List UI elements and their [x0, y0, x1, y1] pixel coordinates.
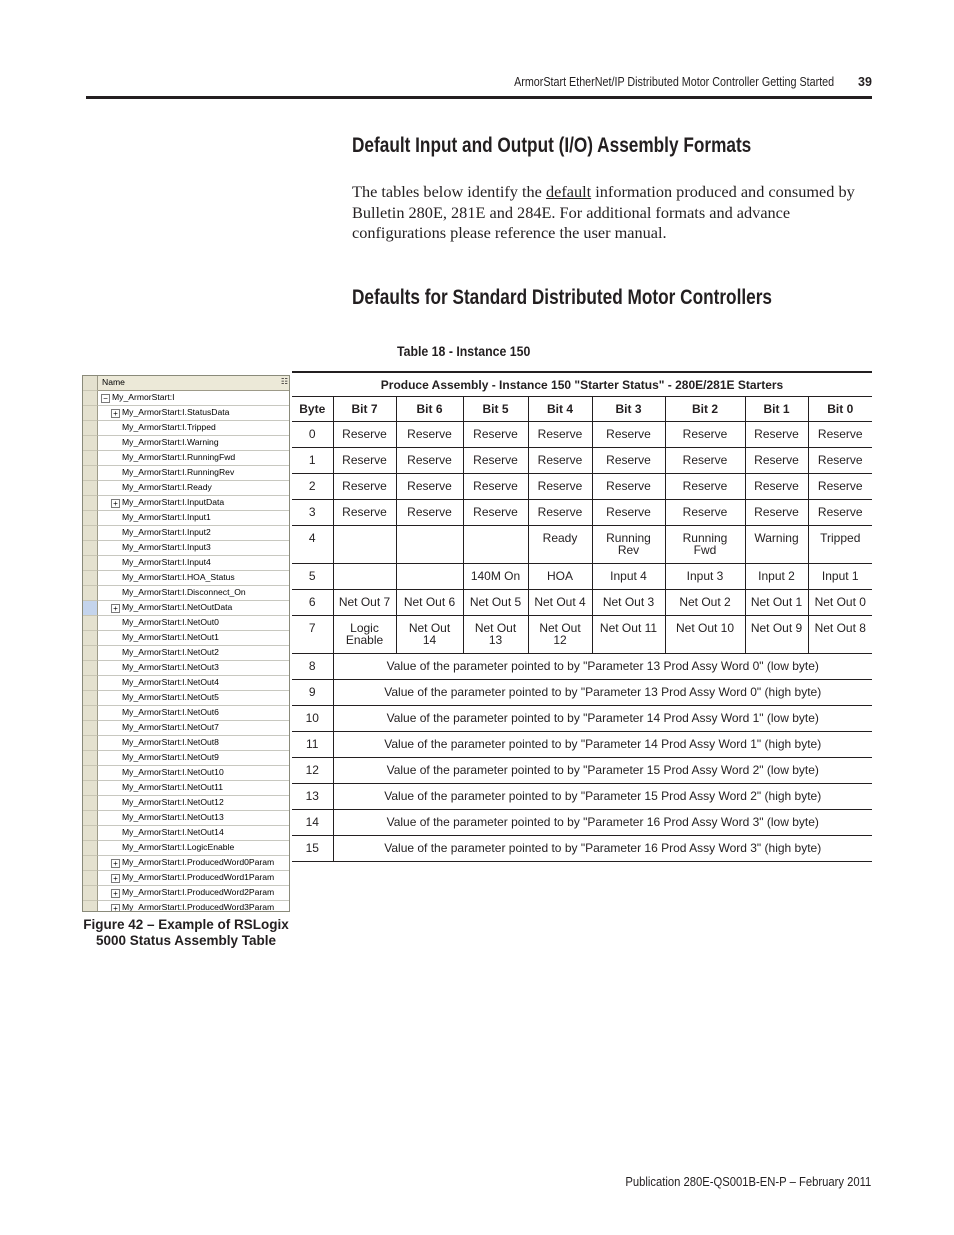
- bit-cell: Net Out 3: [592, 590, 665, 616]
- tree-row-gutter: [83, 886, 98, 901]
- tree-row-gutter: [83, 391, 98, 406]
- column-header: Bit 2: [665, 397, 745, 422]
- figure-caption-line1: Figure 42 – Example of RSLogix: [83, 917, 289, 932]
- tree-row-label: My_ArmorStart:I.Input1: [122, 512, 211, 522]
- page-number: 39: [858, 75, 872, 89]
- bit-cell: Reserve: [396, 474, 463, 500]
- value-description-cell: Value of the parameter pointed to by "Parameter 16 Prod Assy Word 3" (high byte): [333, 836, 872, 862]
- expand-icon[interactable]: +: [111, 604, 120, 613]
- byte-cell: 9: [292, 680, 333, 706]
- byte-cell: 14: [292, 810, 333, 836]
- tree-row-label: My_ArmorStart:I.RunningRev: [122, 467, 235, 477]
- tree-row-cell: [98, 856, 290, 871]
- column-header: Bit 7: [333, 397, 396, 422]
- bit-cell: Net Out 9: [745, 616, 808, 654]
- tree-row-label: My_ArmorStart:I.Input4: [122, 557, 211, 567]
- tree-row-cell: [98, 631, 290, 646]
- tree-row-label: My_ArmorStart:I.Tripped: [122, 422, 216, 432]
- bit-cell: [463, 526, 528, 564]
- bit-cell: Running Fwd: [665, 526, 745, 564]
- tree-row-cell: [98, 556, 290, 571]
- tree-row[interactable]: [83, 406, 290, 421]
- table-row: [292, 448, 872, 474]
- bit-cell: Reserve: [745, 448, 808, 474]
- tree-row-label: My_ArmorStart:I.ProducedWord0Param: [122, 857, 275, 867]
- tree-row-cell: [98, 526, 290, 541]
- tree-row-gutter: [83, 526, 98, 541]
- bit-cell: Reserve: [665, 422, 745, 448]
- bit-cell: Input 3: [665, 564, 745, 590]
- tree-row-label: My_ArmorStart:I.NetOut5: [122, 692, 219, 702]
- bit-cell: Warning: [745, 526, 808, 564]
- bit-cell: Net Out 12: [528, 616, 592, 654]
- tree-row-gutter: [83, 601, 98, 616]
- table-caption: Table 18 - Instance 150: [397, 343, 531, 359]
- bit-cell: Running Rev: [592, 526, 665, 564]
- column-header: Bit 0: [808, 397, 872, 422]
- tree-header-gutter: [83, 376, 98, 391]
- byte-cell: 10: [292, 706, 333, 732]
- byte-cell: 4: [292, 526, 333, 564]
- tree-row[interactable]: [83, 556, 290, 571]
- tree-row-gutter: [83, 586, 98, 601]
- tree-row-cell: [98, 391, 290, 406]
- tree-row-cell: [98, 796, 290, 811]
- tree-row[interactable]: [83, 496, 290, 511]
- expand-icon[interactable]: +: [111, 499, 120, 508]
- bit-cell: Reserve: [333, 422, 396, 448]
- column-header: Byte: [292, 397, 333, 422]
- bit-cell: Input 4: [592, 564, 665, 590]
- byte-cell: 15: [292, 836, 333, 862]
- tree-header-name: Name: [102, 377, 125, 387]
- tree-row-cell: [98, 466, 290, 481]
- expand-icon[interactable]: +: [111, 874, 120, 883]
- bit-cell: Reserve: [463, 422, 528, 448]
- tree-row-cell: [98, 616, 290, 631]
- bit-cell: Reserve: [592, 500, 665, 526]
- column-header: Bit 5: [463, 397, 528, 422]
- tree-row-label: My_ArmorStart:I.NetOut2: [122, 647, 219, 657]
- tree-row-gutter: [83, 466, 98, 481]
- tree-row-label: My_ArmorStart:I.RunningFwd: [122, 452, 236, 462]
- tree-row-gutter: [83, 481, 98, 496]
- bit-cell: Net Out 2: [665, 590, 745, 616]
- tree-row[interactable]: [83, 691, 290, 706]
- table-row: [292, 706, 872, 732]
- table-header-row: [292, 397, 872, 422]
- tree-row-gutter: [83, 871, 98, 886]
- tree-row-gutter: [83, 691, 98, 706]
- tree-row-cell: [98, 676, 290, 691]
- tree-row[interactable]: [83, 571, 290, 586]
- value-description-cell: Value of the parameter pointed to by "Parameter 14 Prod Assy Word 1" (high byte): [333, 732, 872, 758]
- tree-header-row: [83, 376, 290, 391]
- expand-icon[interactable]: +: [111, 904, 120, 912]
- bit-cell: Net Out 11: [592, 616, 665, 654]
- bit-cell: Reserve: [528, 474, 592, 500]
- tree-row-label: My_ArmorStart:I.Disconnect_On: [122, 587, 246, 597]
- tree-row-label: My_ArmorStart:I.NetOut10: [122, 767, 224, 777]
- tree-row-gutter: [83, 541, 98, 556]
- tree-row-label: My_ArmorStart:I.Ready: [122, 482, 212, 492]
- tree-row-gutter: [83, 511, 98, 526]
- bit-cell: Tripped: [808, 526, 872, 564]
- table-row: [292, 810, 872, 836]
- tree-row[interactable]: [83, 616, 290, 631]
- bit-cell: [396, 526, 463, 564]
- table-row: [292, 526, 872, 564]
- tree-row[interactable]: [83, 736, 290, 751]
- byte-cell: 11: [292, 732, 333, 758]
- bit-cell: Reserve: [396, 422, 463, 448]
- tree-row[interactable]: [83, 661, 290, 676]
- tree-row-gutter: [83, 856, 98, 871]
- column-header: Bit 4: [528, 397, 592, 422]
- tree-row-label: My_ArmorStart:I.LogicEnable: [122, 842, 235, 852]
- tree-row[interactable]: [83, 541, 290, 556]
- table-row: [292, 616, 872, 654]
- tree-row-gutter: [83, 496, 98, 511]
- bit-cell: Reserve: [665, 500, 745, 526]
- tree-row[interactable]: [83, 466, 290, 481]
- tree-row-label: My_ArmorStart:I.InputData: [122, 497, 225, 507]
- tree-row[interactable]: [83, 421, 290, 436]
- tree-row-cell: [98, 841, 290, 856]
- bit-cell: [396, 564, 463, 590]
- byte-cell: 3: [292, 500, 333, 526]
- bit-cell: Reserve: [745, 474, 808, 500]
- tree-row-gutter: [83, 766, 98, 781]
- tree-row-gutter: [83, 751, 98, 766]
- instance-150-table: [292, 371, 872, 862]
- tree-row-label: My_ArmorStart:I.NetOut8: [122, 737, 219, 747]
- bit-cell: Net Out 14: [396, 616, 463, 654]
- byte-cell: 12: [292, 758, 333, 784]
- tree-row-label: My_ArmorStart:I.Warning: [122, 437, 219, 447]
- tree-row-gutter: [83, 436, 98, 451]
- tree-row-label: My_ArmorStart:I.NetOut3: [122, 662, 219, 672]
- intro-text-end: information produced and consumed by Bulletin 280E, 281E and 284E. For additional formats and advance configurations please reference the user manual.: [352, 182, 855, 243]
- expand-icon[interactable]: +: [111, 859, 120, 868]
- bit-cell: HOA: [528, 564, 592, 590]
- bit-cell: Reserve: [808, 448, 872, 474]
- tree-row[interactable]: [83, 526, 290, 541]
- tree-row-cell: [98, 766, 290, 781]
- tree-row-label: My_ArmorStart:I.NetOut9: [122, 752, 219, 762]
- bit-cell: Net Out 4: [528, 590, 592, 616]
- tree-row-label: My_ArmorStart:I.NetOut13: [122, 812, 224, 822]
- tree-row-gutter: [83, 826, 98, 841]
- column-header: Bit 3: [592, 397, 665, 422]
- tree-row-cell: [98, 886, 290, 901]
- value-description-cell: Value of the parameter pointed to by "Parameter 14 Prod Assy Word 1" (low byte): [333, 706, 872, 732]
- bit-cell: Ready: [528, 526, 592, 564]
- tree-row-gutter: [83, 781, 98, 796]
- table-row: [292, 836, 872, 862]
- tree-row-label: My_ArmorStart:I.Input3: [122, 542, 211, 552]
- tree-row-label: My_ArmorStart:I.NetOut14: [122, 827, 224, 837]
- intro-text-start: The tables below identify the: [352, 182, 546, 201]
- byte-cell: 7: [292, 616, 333, 654]
- bit-cell: Reserve: [463, 448, 528, 474]
- tree-row-cell: [98, 421, 290, 436]
- tree-row[interactable]: [83, 436, 290, 451]
- tree-row[interactable]: [83, 511, 290, 526]
- value-description-cell: Value of the parameter pointed to by "Parameter 15 Prod Assy Word 2" (low byte): [333, 758, 872, 784]
- byte-cell: 2: [292, 474, 333, 500]
- bit-cell: Reserve: [528, 448, 592, 474]
- tree-row-gutter: [83, 556, 98, 571]
- bit-cell: Reserve: [665, 448, 745, 474]
- tree-row[interactable]: [83, 841, 290, 856]
- tree-row-gutter: [83, 646, 98, 661]
- tree-row-cell: [98, 826, 290, 841]
- tree-header-cell: [98, 376, 290, 391]
- bit-cell: Reserve: [808, 422, 872, 448]
- byte-cell: 13: [292, 784, 333, 810]
- bit-cell: Reserve: [665, 474, 745, 500]
- bit-cell: Reserve: [463, 474, 528, 500]
- tree-row-cell: [98, 691, 290, 706]
- tree-row-cell: [98, 451, 290, 466]
- bit-cell: Net Out 6: [396, 590, 463, 616]
- tree-row-gutter: [83, 571, 98, 586]
- bit-cell: Logic Enable: [333, 616, 396, 654]
- tree-row-cell: [98, 541, 290, 556]
- tree-row-cell: [98, 601, 290, 616]
- tree-row-label: My_ArmorStart:I.StatusData: [122, 407, 230, 417]
- table-row: [292, 500, 872, 526]
- tree-row[interactable]: [83, 706, 290, 721]
- table-row: [292, 680, 872, 706]
- publication-footer: Publication 280E-QS001B-EN-P – February 2011: [625, 1175, 871, 1189]
- tree-row-gutter: [83, 841, 98, 856]
- column-menu-icon: ☷: [280, 377, 288, 386]
- tree-row[interactable]: [83, 781, 290, 796]
- tree-row-label: My_ArmorStart:I.NetOut1: [122, 632, 219, 642]
- table-row: [292, 758, 872, 784]
- bit-cell: [333, 526, 396, 564]
- tree-row[interactable]: [83, 721, 290, 736]
- tree-row-cell: [98, 406, 290, 421]
- table-row: [292, 564, 872, 590]
- tree-row-cell: [98, 901, 290, 912]
- tree-row-cell: [98, 436, 290, 451]
- column-header: Bit 1: [745, 397, 808, 422]
- figure-caption-line2: 5000 Status Assembly Table: [95, 933, 277, 948]
- value-description-cell: Value of the parameter pointed to by "Parameter 13 Prod Assy Word 0" (low byte): [333, 654, 872, 680]
- running-header: ArmorStart EtherNet/IP Distributed Motor Controller Getting Started: [513, 75, 834, 89]
- table-row: [292, 590, 872, 616]
- bit-cell: Net Out 7: [333, 590, 396, 616]
- tree-row-gutter: [83, 451, 98, 466]
- tree-row-cell: [98, 646, 290, 661]
- bit-cell: Reserve: [592, 422, 665, 448]
- table-row: [292, 422, 872, 448]
- table-row: [292, 474, 872, 500]
- tree-row[interactable]: [83, 481, 290, 496]
- tree-row-gutter: [83, 421, 98, 436]
- tree-row-label: My_ArmorStart:I.NetOutData: [122, 602, 233, 612]
- tree-row-label: My_ArmorStart:I.NetOut11: [122, 782, 224, 792]
- tree-row-gutter: [83, 796, 98, 811]
- value-description-cell: Value of the parameter pointed to by "Parameter 16 Prod Assy Word 3" (low byte): [333, 810, 872, 836]
- tree-row-gutter: [83, 616, 98, 631]
- bit-cell: 140M On: [463, 564, 528, 590]
- intro-default-word: default: [545, 182, 592, 201]
- section-heading-defaults: Defaults for Standard Distributed Motor Controllers: [352, 286, 773, 309]
- tree-row-label: My_ArmorStart:I.NetOut12: [122, 797, 224, 807]
- column-header: Bit 6: [396, 397, 463, 422]
- bit-cell: Net Out 1: [745, 590, 808, 616]
- tree-row-gutter: [83, 676, 98, 691]
- section-heading-io-formats: Default Input and Output (I/O) Assembly Formats: [352, 134, 752, 157]
- tree-row[interactable]: [83, 631, 290, 646]
- tree-row-cell: [98, 706, 290, 721]
- tree-row-cell: [98, 496, 290, 511]
- byte-cell: 6: [292, 590, 333, 616]
- tree-row[interactable]: [83, 451, 290, 466]
- table-title: Produce Assembly - Instance 150 "Starter Status" - 280E/281E Starters: [292, 372, 872, 397]
- tree-row-gutter: [83, 811, 98, 826]
- bit-cell: Input 1: [808, 564, 872, 590]
- bit-cell: Reserve: [528, 422, 592, 448]
- bit-cell: Reserve: [592, 448, 665, 474]
- tree-row-gutter: [83, 406, 98, 421]
- intro-paragraph: [352, 182, 872, 244]
- bit-cell: Net Out 5: [463, 590, 528, 616]
- rslogix-tag-tree-figure: [82, 375, 290, 912]
- table-row: [292, 654, 872, 680]
- tree-row-gutter: [83, 661, 98, 676]
- header-rule: [86, 96, 872, 99]
- byte-cell: 0: [292, 422, 333, 448]
- byte-cell: 5: [292, 564, 333, 590]
- tree-row-cell: [98, 721, 290, 736]
- value-description-cell: Value of the parameter pointed to by "Parameter 15 Prod Assy Word 2" (high byte): [333, 784, 872, 810]
- byte-cell: 1: [292, 448, 333, 474]
- tree-row[interactable]: [83, 601, 290, 616]
- tree-row-label: My_ArmorStart:I: [112, 392, 175, 402]
- tree-row-gutter: [83, 901, 98, 912]
- tree-row[interactable]: [83, 871, 290, 886]
- bit-cell: Net Out 10: [665, 616, 745, 654]
- tree-row-gutter: [83, 631, 98, 646]
- bit-cell: Reserve: [333, 500, 396, 526]
- tree-row-label: My_ArmorStart:I.Input2: [122, 527, 211, 537]
- bit-cell: Reserve: [333, 448, 396, 474]
- bit-cell: Reserve: [745, 500, 808, 526]
- tree-row-cell: [98, 481, 290, 496]
- tree-row[interactable]: [83, 856, 290, 871]
- bit-cell: Reserve: [808, 500, 872, 526]
- tree-row-cell: [98, 736, 290, 751]
- bit-cell: Net Out 13: [463, 616, 528, 654]
- tree-row-cell: [98, 811, 290, 826]
- bit-cell: Reserve: [592, 474, 665, 500]
- tree-row-gutter: [83, 736, 98, 751]
- tree-row[interactable]: [83, 646, 290, 661]
- tree-row-gutter: [83, 721, 98, 736]
- bit-cell: Net Out 8: [808, 616, 872, 654]
- expand-icon[interactable]: +: [111, 409, 120, 418]
- tree-row-gutter: [83, 706, 98, 721]
- table-row: [292, 732, 872, 758]
- tree-row[interactable]: [83, 886, 290, 901]
- tree-row[interactable]: [83, 391, 290, 406]
- byte-cell: 8: [292, 654, 333, 680]
- bit-cell: Reserve: [396, 500, 463, 526]
- tree-row[interactable]: [83, 796, 290, 811]
- tree-row-cell: [98, 781, 290, 796]
- tree-row-label: My_ArmorStart:I.ProducedWord2Param: [122, 887, 275, 897]
- tree-row[interactable]: [83, 586, 290, 601]
- collapse-icon[interactable]: −: [101, 394, 110, 403]
- tree-row[interactable]: [83, 751, 290, 766]
- tree-row-cell: [98, 571, 290, 586]
- tree-row-cell: [98, 871, 290, 886]
- bit-cell: Reserve: [808, 474, 872, 500]
- bit-cell: Reserve: [463, 500, 528, 526]
- bit-cell: Reserve: [745, 422, 808, 448]
- table-row: [292, 784, 872, 810]
- tree-row-label: My_ArmorStart:I.ProducedWord1Param: [122, 872, 275, 882]
- bit-cell: Reserve: [396, 448, 463, 474]
- tree-row-cell: [98, 751, 290, 766]
- bit-cell: [333, 564, 396, 590]
- tree-row[interactable]: [83, 811, 290, 826]
- tree-row-label: My_ArmorStart:I.HOA_Status: [122, 572, 235, 582]
- tree-row[interactable]: [83, 676, 290, 691]
- tree-row-label: My_ArmorStart:I.NetOut6: [122, 707, 219, 717]
- tree-row-label: My_ArmorStart:I.NetOut7: [122, 722, 219, 732]
- bit-cell: Reserve: [528, 500, 592, 526]
- tree-row-cell: [98, 511, 290, 526]
- tree-row-cell: [98, 661, 290, 676]
- expand-icon[interactable]: +: [111, 889, 120, 898]
- tree-row[interactable]: [83, 901, 290, 912]
- tree-row[interactable]: [83, 826, 290, 841]
- tree-row-label: My_ArmorStart:I.NetOut4: [122, 677, 219, 687]
- bit-cell: Input 2: [745, 564, 808, 590]
- bit-cell: Reserve: [333, 474, 396, 500]
- bit-cell: Net Out 0: [808, 590, 872, 616]
- tree-row-label: My_ArmorStart:I.ProducedWord3Param: [122, 902, 275, 912]
- figure-caption: [82, 917, 290, 949]
- value-description-cell: Value of the parameter pointed to by "Parameter 13 Prod Assy Word 0" (high byte): [333, 680, 872, 706]
- tree-row-label: My_ArmorStart:I.NetOut0: [122, 617, 219, 627]
- tree-row[interactable]: [83, 766, 290, 781]
- tree-row-cell: [98, 586, 290, 601]
